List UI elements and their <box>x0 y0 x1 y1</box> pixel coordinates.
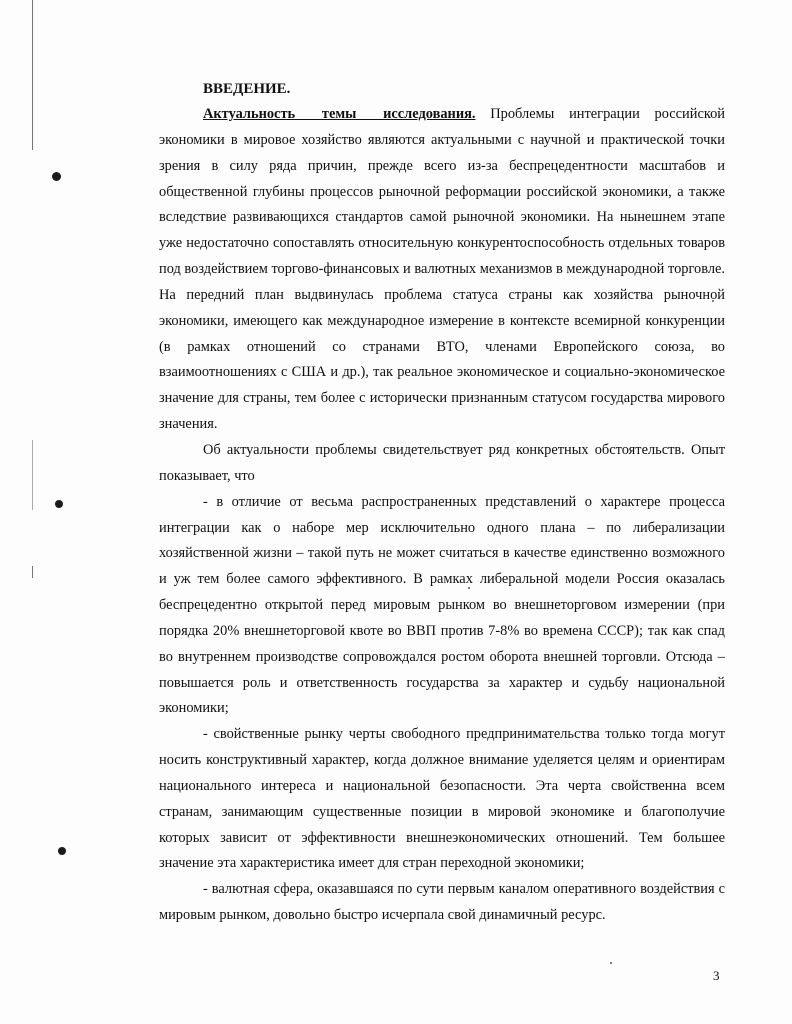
punch-hole-mark <box>52 172 61 181</box>
left-edge-scan-line <box>32 0 33 150</box>
section-heading: ВВЕДЕНИЕ. <box>203 81 291 97</box>
body-text <box>159 76 725 929</box>
page-number: 3 <box>713 968 720 983</box>
paragraph-text: Проблемы интеграции российской экономики в мировое хозяйство являются актуальными с научной и практической точки зрения в силу ряда причин, прежде всего из-за беспрецедентности масштабов и общественной глубины процессов рыночной реформации российской экономики, а также вследствие развивающихся стандартов самой рыночной экономики. На нынешнем этапе уже недостаточно сопоставлять относительную конкурентоспособность отдельных товаров под воздействием торгово-финансовых и валютных механизмов в международной торговле. На передний план выдвинулась проблема статуса страны как хозяйства рыночной экономики, имеющего как международное измерение в контексте всемирной конкуренции (в рамках отношений со странами ВТО, членами Европейского союза, во взаимоотношениях с США и др.), так реальное экономическое и социально-экономическое значение для страны, тем более с исторически признанным статусом государства мирового значения. <box>159 106 725 433</box>
paragraph: - валютная сфера, оказавшаяся по сути первым каналом оперативного воздействия с мировым рынком, довольно быстро исчерпала свой динамичный ресурс. <box>159 881 725 924</box>
left-edge-scan-line <box>32 566 33 578</box>
subheading: Актуальность темы исследования. <box>203 106 476 122</box>
punch-hole-mark <box>55 500 63 508</box>
paragraph <box>159 102 725 438</box>
punch-hole-mark <box>58 847 66 855</box>
paragraph: - в отличие от весьма распространенных представлений о характере процесса интеграции как о наборе мер исключительно одного плана – по либерализации хозяйственной жизни – такой путь не может считаться в качестве единственно возможного и уж тем более самого эффективного. В рамках либеральной модели Россия оказалась беспрецедентно открытой перед мировым рынком во внешнеторговом измерении (при порядка 20% внешнеторговой квоте во ВВП против 7-8% во времена СССР); так как спад во внутреннем производстве сопровождался ростом оборота внешней торговли. Отсюда – повышается роль и ответственность государства за характер и судьбу национальной экономики; <box>159 493 725 717</box>
paragraph: Об актуальности проблемы свидетельствует ряд конкретных обстоятельств. Опыт показывает, что <box>159 441 725 484</box>
paragraph: - свойственные рынку черты свободного предпринимательства только тогда могут носить конструктивный характер, когда должное внимание уделяется целям и ориентирам национального интереса и национальной безопасности. Эта черта свойственна всем странам, занимающим существенные позиции в мировой экономике и благополучие которых зависит от эффективности внешнеэкономических отношений. Тем большее значение эта характеристика имеет для стран переходной экономики; <box>159 726 725 872</box>
left-edge-scan-line <box>32 440 33 510</box>
scan-speck <box>610 962 612 964</box>
